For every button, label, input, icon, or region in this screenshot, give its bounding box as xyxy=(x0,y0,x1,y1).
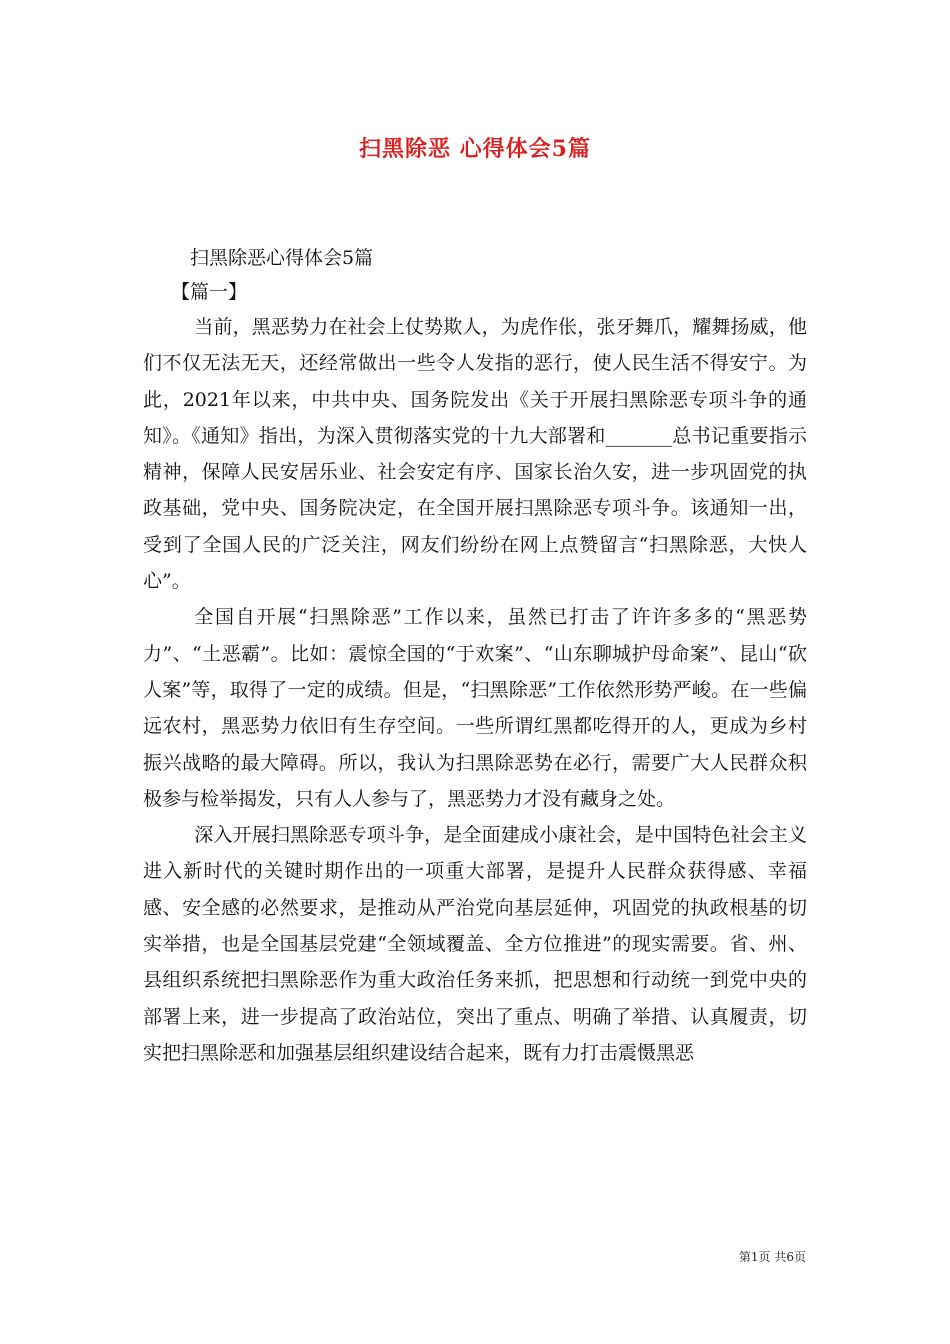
section-label: 【篇一】 xyxy=(171,281,248,303)
document-subtitle: 扫黑除恶心得体会5篇 xyxy=(190,247,374,269)
paragraph-1: 当前，黑恶势力在社会上仗势欺人，为虎作伥，张牙舞爪，耀舞扬威，他们不仅无法无天，还经常做出一些令人发指的恶行，使人民生活不得安宁。为此，2021年以来，中共中央、国务院发出《关于开展扫黑除恶专项斗争的通知》。《通知》指出，为深入贯彻落实党的十九大部署和_______总书记重要指示精神，保障人民安居乐业、社会安定有序、国家长治久安，进一步巩固党的执政基础，党中央、国务院决定，在全国开展扫黑除恶专项斗争。该通知一出，受到了全国人民的广泛关注，网友们纷纷在网上点赞留言“扫黑除恶，大快人心”。 xyxy=(143,316,807,593)
page-prefix: 第 xyxy=(738,1250,751,1264)
page-footer xyxy=(739,1248,806,1265)
paragraph-3: 深入开展扫黑除恶专项斗争，是全面建成小康社会，是中国特色社会主义进入新时代的关键时期作出的一项重大部署，是提升人民群众获得感、幸福感、安全感的必然要求，是推动从严治党向基层延伸，巩固党的执政根基的切实举措，也是全国基层党建“全领域覆盖、全方位推进”的现实需要。省、州、县组织系统把扫黑除恶作为重大政治任务来抓，把思想和行动统一到党中央的部署上来，进一步提高了政治站位，突出了重点、明确了举措、认真履责，切实把扫黑除恶和加强基层组织建设结合起来，既有力打击震慑黑恶 xyxy=(143,824,807,1064)
page-middle: 页 共 xyxy=(758,1250,787,1264)
page-current: 1 xyxy=(750,1250,759,1264)
page-total: 6 xyxy=(786,1250,794,1264)
paragraph-2: 全国自开展“扫黑除恶”工作以来，虽然已打击了许许多多的“黑恶势力”、“土恶霸”。比如：震惊全国的“于欢案”、“山东聊城护母命案”、昆山“砍人案”等，取得了一定的成绩。但是，“扫黑除恶”工作依然形势严峻。在一些偏远农村，黑恶势力依旧有生存空间。一些所谓红黑都吃得开的人，更成为乡村振兴战略的最大障碍。所以，我认为扫黑除恶势在必行，需要广大人民群众积极参与检举揭发，只有人人参与了，黑恶势力才没有藏身之处。 xyxy=(143,606,807,810)
page-suffix: 页 xyxy=(793,1250,806,1264)
document-body xyxy=(143,241,807,1071)
document-title: 扫黑除恶 心得体会5篇 xyxy=(359,136,591,162)
